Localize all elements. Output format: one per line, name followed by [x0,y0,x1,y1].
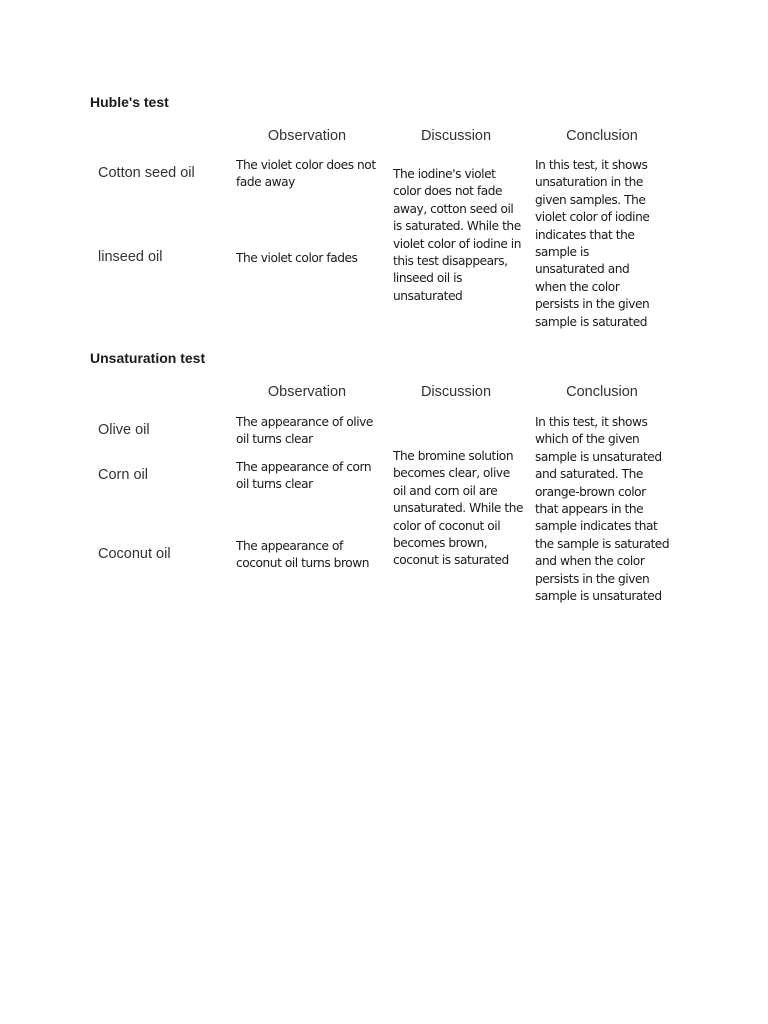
row-label-corn-oil: Corn oil [98,467,148,483]
header-discussion-2: Discussion [420,384,492,400]
section-title-huble: Huble's test [90,94,169,110]
conclusion-huble: In this test, it shows unsaturation in the given samples. The violet color of iodine indicates that the sample is unsaturated and when the color persists in the given sample is saturated [535,158,650,329]
header-conclusion-2: Conclusion [566,384,638,400]
observation-cotton-seed-oil: The violet color does not fade away [236,158,376,190]
header-observation-2: Observation [267,384,347,400]
header-discussion: Discussion [420,128,492,144]
row-label-cotton-seed-oil: Cotton seed oil [98,165,195,181]
observation-olive-oil: The appearance of olive oil turns clear [236,415,373,447]
conclusion-unsaturation: In this test, it shows which of the given sample is unsaturated and saturated. The orange-brown color that appears in the sample indicates that the sample is saturated and when the color persists in the given sample is unsaturated [535,415,670,604]
discussion-unsaturation: The bromine solution becomes clear, olive oil and corn oil are unsaturated. While the color of coconut oil becomes brown, coconut is saturated [393,449,524,568]
row-label-olive-oil: Olive oil [98,422,150,438]
row-label-coconut-oil: Coconut oil [98,546,171,562]
observation-corn-oil: The appearance of corn oil turns clear [236,460,372,492]
observation-coconut-oil: The appearance of coconut oil turns brown [236,539,370,571]
discussion-huble: The iodine's violet color does not fade away, cotton seed oil is saturated. While the violet color of iodine in this test disappears, linseed oil is unsaturated [393,167,522,303]
row-label-linseed-oil: linseed oil [98,249,163,265]
header-conclusion: Conclusion [566,128,638,144]
observation-linseed-oil: The violet color fades [236,251,358,265]
section-title-unsaturation: Unsaturation test [90,350,206,366]
header-observation: Observation [267,128,347,144]
